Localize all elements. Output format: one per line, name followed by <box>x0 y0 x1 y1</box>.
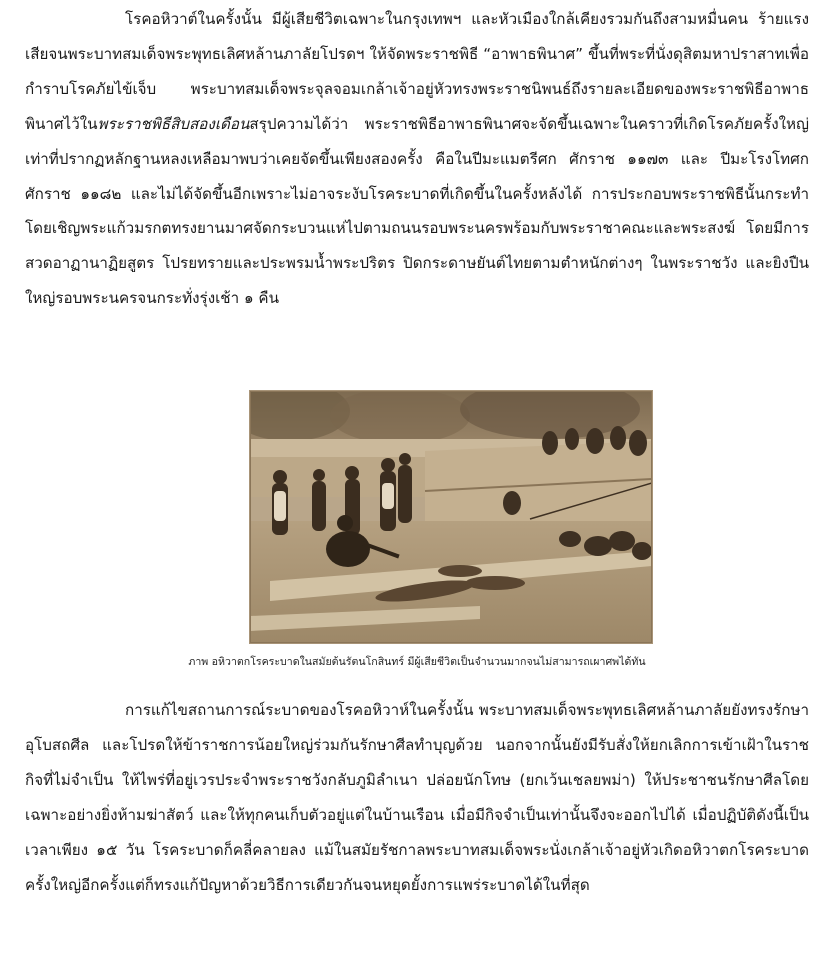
historical-photo <box>249 390 653 644</box>
book-title-italic: พระราชพิธีสิบสองเดือน <box>97 114 250 133</box>
paragraph-1-text-start: โรคอหิวาต์ในครั้งนั้น มีผู้เสียชีวิตเฉพาะในกรุงเทพฯ และหัวเมืองใกล้เคียงรวมกันถึงสามหมื่นคน ร้ายแรงเสียจนพระบาทสมเด็จพระพุทธเลิศหล้านภาลัยโปรดฯ ให้จัดพระราชพิธี “อาพาธพินาศ” ขึ้นที่พระที่นั่งดุสิตมหาปราสาทเพื่อกำราบโรคภัยไข้เจ็บ พระบาทสมเด็จพระจุลจอมเกล้าเจ้าอยู่หัวทรงพระราชนิพนธ์ถึงรายละเอียดของพระราชพิธีอาพาธพินาศไว้ใน <box>25 10 809 133</box>
sepia-photograph <box>250 391 652 643</box>
paragraph-ahiwa-outbreak <box>25 2 809 316</box>
figure-caption: ภาพ อหิวาตกโรคระบาดในสมัยต้นรัตนโกสินทร์ มีผู้เสียชีวิตเป็นจำนวนมากจนไม่สามารถเผาศพได้ทัน <box>188 656 646 668</box>
paragraph-1-text-end: สรุปความได้ว่า พระราชพิธีอาพาธพินาศจะจัดขึ้นเฉพาะในคราวที่เกิดโรคภัยครั้งใหญ่ เท่าที่ปรากฏหลักฐานหลงเหลือมาพบว่าเคยจัดขึ้นเพียงสองครั้ง คือในปีมะแมตรีศก ศักราช ๑๑๗๓ และ ปีมะโรงโทศก ศักราช ๑๑๘๒ และไม่ได้จัดขึ้นอีกเพราะไม่อาจระงับโรคระบาดที่เกิดขึ้นในครั้งหลังได้ การประกอบพระราชพิธีนั้นกระทำโดยเชิญพระแก้วมรกตทรงยานมาศจัดกระบวนแห่ไปตามถนนรอบพระนครพร้อมกับพระราชาคณะและพระสงฆ์ โดยมีการสวดอาฏานาฏิยสูตร โปรยทรายและประพรมน้ำพระปริตร ปิดกระดาษยันต์ไทยตามตำหนักต่างๆ ในพระราชวัง และยิงปืนใหญ่รอบพระนครจนกระทั่งรุ่งเช้า ๑ คืน <box>25 114 809 308</box>
paragraph-outbreak-response: การแก้ไขสถานการณ์ระบาดของโรคอหิวาห์ในครั้งนั้น พระบาทสมเด็จพระพุทธเลิศหล้านภาลัยยังทรงรักษาอุโบสถศีล และโปรดให้ข้าราชการน้อยใหญ่ร่วมกันรักษาศีลทำบุญด้วย นอกจากนั้นยังมีรับสั่งให้ยกเลิกการเข้าเฝ้าในราชกิจที่ไม่จำเป็น ให้ไพร่ที่อยู่เวรประจำพระราชวังกลับภูมิลำเนา ปล่อยนักโทษ (ยกเว้นเชลยพม่า) ให้ประชาชนรักษาศีลโดยเฉพาะอย่างยิ่งห้ามฆ่าสัตว์ และให้ทุกคนเก็บตัวอยู่แต่ในบ้านเรือน เมื่อมีกิจจำเป็นเท่านั้นจึงจะออกไปได้ เมื่อปฏิบัติดังนี้เป็นเวลาเพียง ๑๕ วัน โรคระบาดก็คลี่คลายลง แม้ในสมัยรัชกาลพระบาทสมเด็จพระนั่งเกล้าเจ้าอยู่หัวเกิดอหิวาตกโรคระบาดครั้งใหญ่อีกครั้งแต่ก็ทรงแก้ปัญหาด้วยวิธีการเดียวกันจนหยุดยั้งการแพร่ระบาดได้ในที่สุด <box>25 701 809 894</box>
